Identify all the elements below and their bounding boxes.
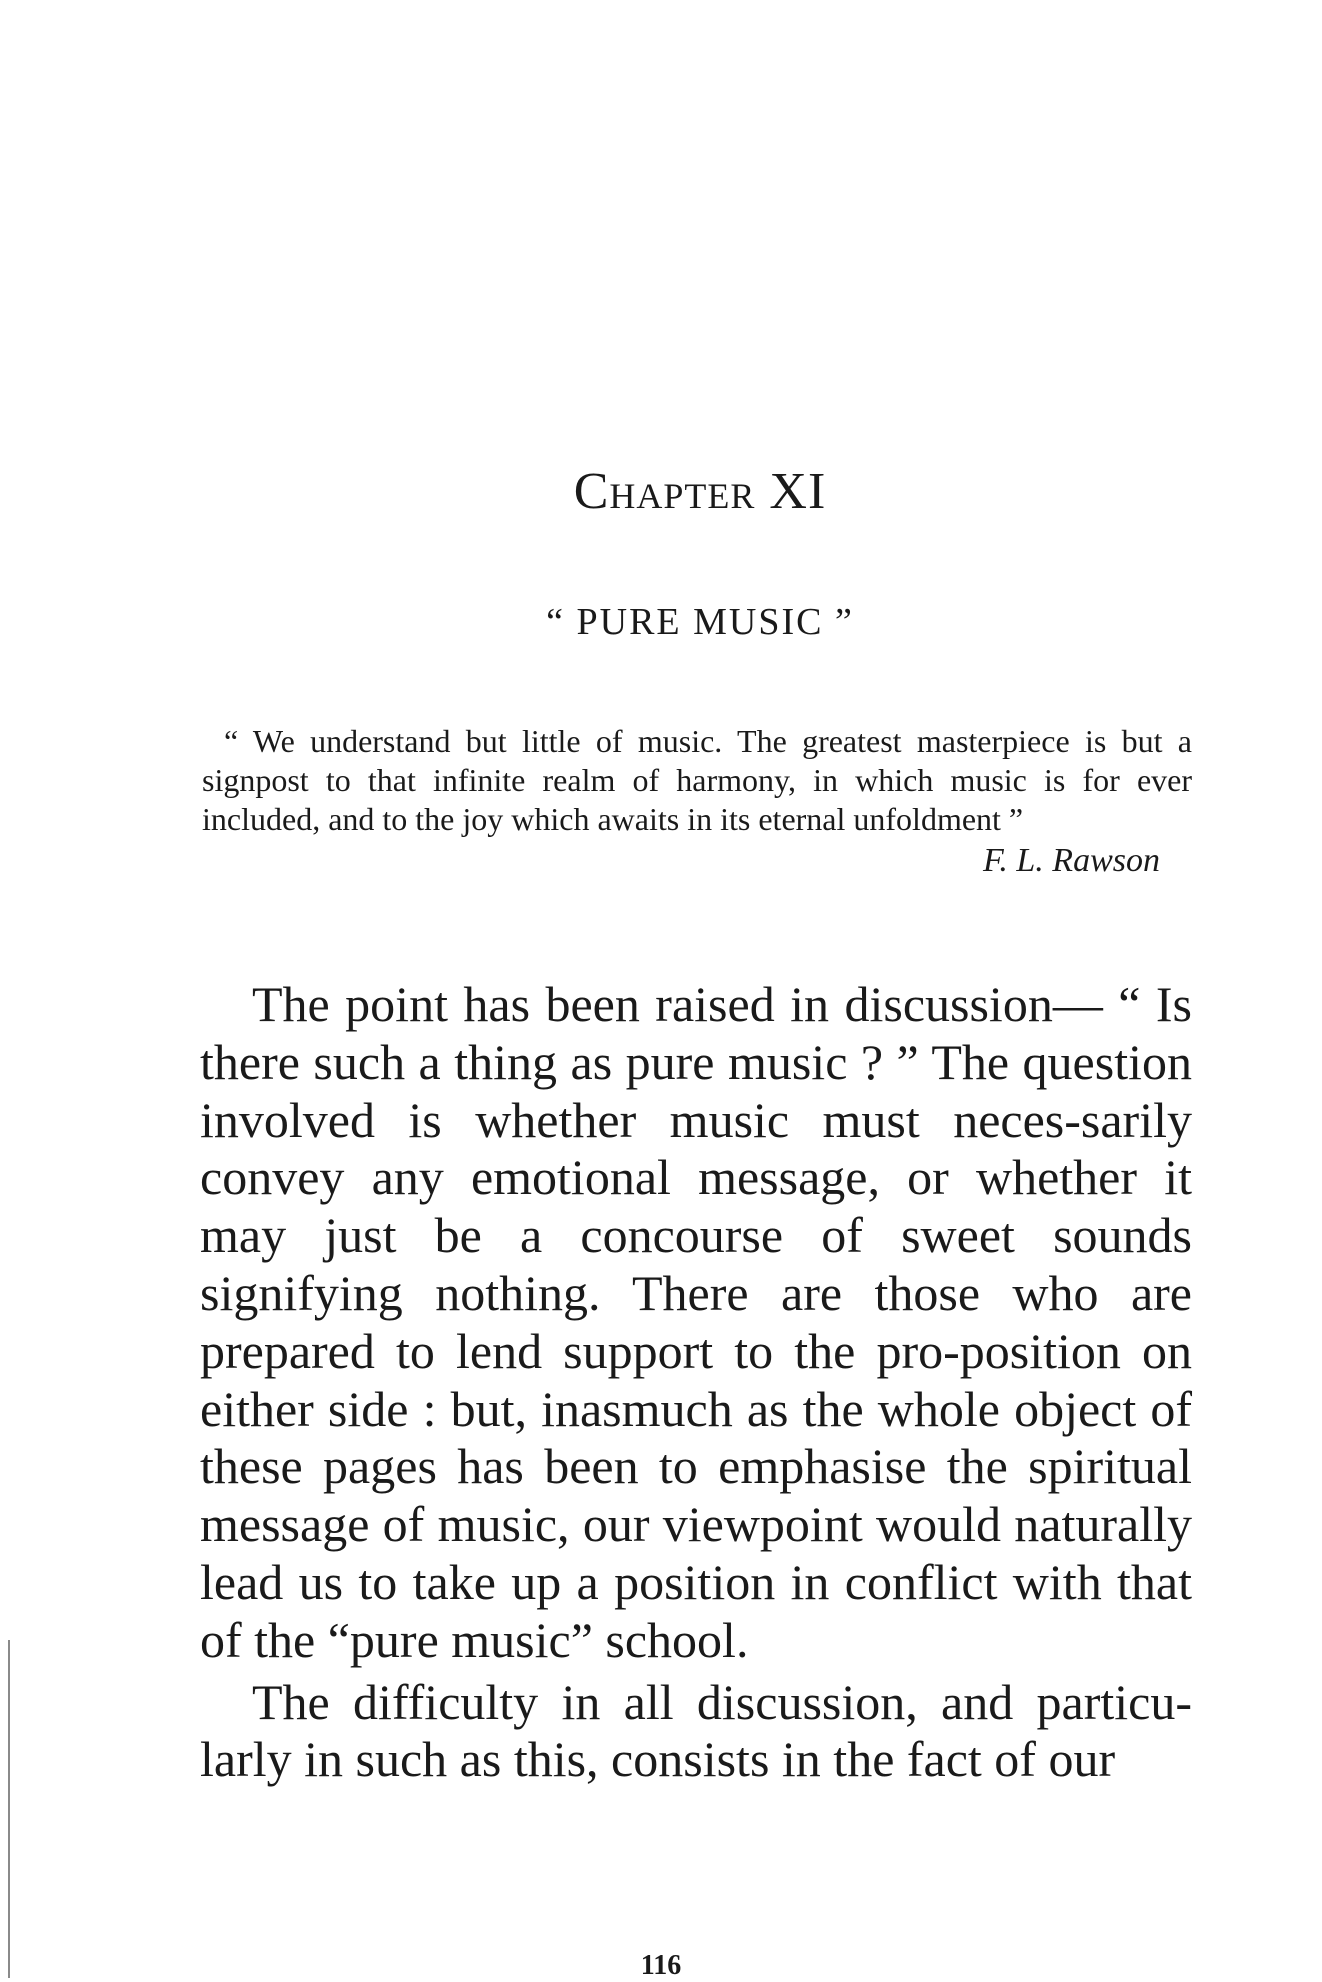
chapter-title: “ PURE MUSIC ”	[546, 601, 854, 643]
chapter-numeral: XI	[769, 463, 827, 520]
page-number: 116	[640, 1950, 682, 1981]
chapter-label: Chapter	[573, 463, 756, 520]
epigraph-quote-text: “ We understand but little of music. The greatest masterpiece is but a signpost to that infinite realm of harmony, in which music is for ever included, and to the joy which awaits in its eternal unfoldment ”	[202, 723, 1192, 837]
epigraph-quote	[202, 722, 1192, 839]
body-text	[200, 976, 1192, 1789]
chapter-heading	[200, 462, 1200, 521]
epigraph	[202, 722, 1192, 881]
paragraph-1: The point has been raised in discussion— “ Is there such a thing as pure music ? ” The question involved is whether music must neces-sarily convey any emotional message, or whether it may just be a concourse of sweet sounds signifying nothing. There are those who are prepared to lend support to the pro-position on either side : but, inasmuch as the whole object of these pages has been to emphasise the spiritual message of music, our viewpoint would naturally lead us to take up a position in conflict with that of the “pure music” school.	[200, 976, 1192, 1668]
scan-edge-line	[8, 1640, 10, 1978]
paragraph-2: The difficulty in all discussion, and particu-larly in such as this, consists in the fact of our	[200, 1673, 1192, 1788]
epigraph-author: F. L. Rawson	[983, 842, 1160, 879]
